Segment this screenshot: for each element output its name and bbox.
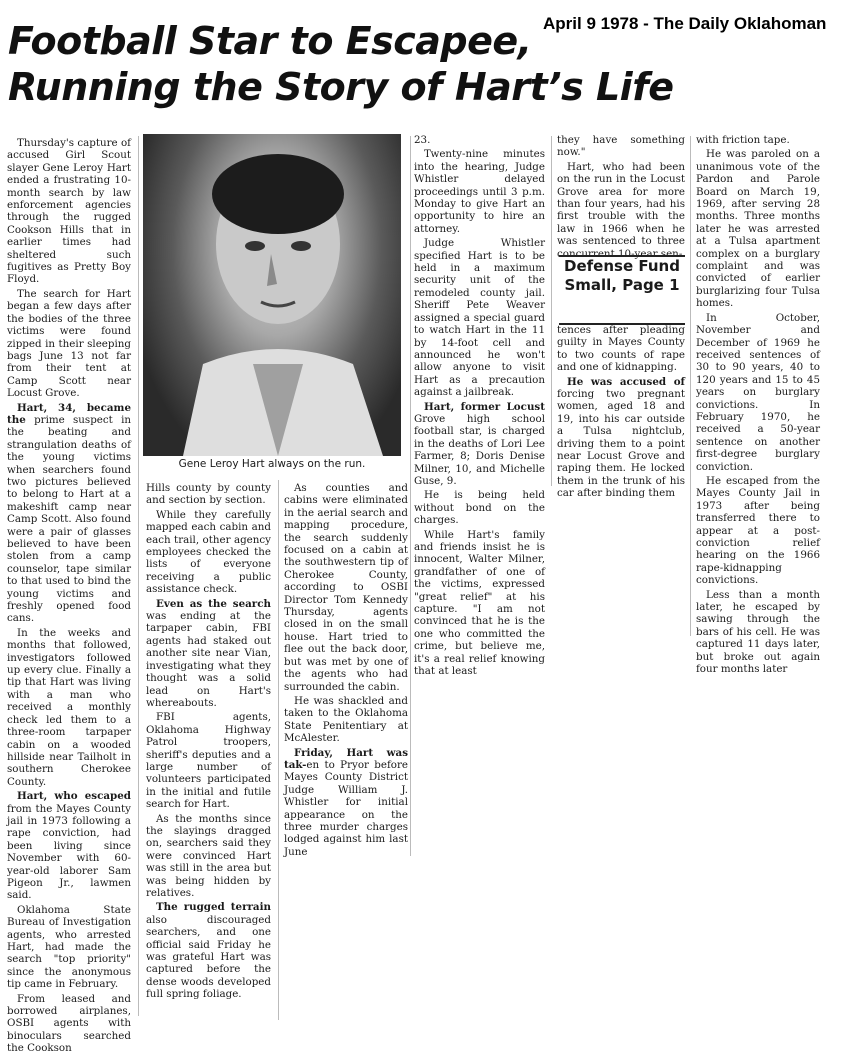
paragraph-text: they have something now." [557, 134, 685, 159]
paragraph-text: en to Pryor before Mayes County District Judge William J. Whistler for initial appearance on the three murder charges lodged against him last June [284, 758, 408, 858]
paragraph [7, 627, 131, 788]
paragraph [284, 482, 408, 693]
paragraph [7, 993, 131, 1055]
paragraph [146, 711, 271, 810]
paragraph [414, 489, 545, 526]
column-1 [7, 137, 131, 1057]
paragraph-text: Thursday's capture of accused Girl Scout slayer Gene Leroy Hart ended a frustrating 10-month search by law enforcement agencies through the rugged Cookson Hills that in earlier times had sheltered such fugitives as Pretty Boy Floyd. [7, 137, 131, 286]
column-3 [284, 482, 408, 860]
paragraph-lead: Hart, 34, became the [7, 401, 131, 426]
cross-reference-box [559, 255, 685, 325]
column-2 [146, 482, 271, 1003]
paragraph [146, 482, 271, 507]
column-6 [696, 134, 820, 677]
paragraph-text: Grove high school football star, is charged in the deaths of Lori Lee Farmer, 8; Doris Denise Milner, 10, and Michelle Guse, 9. [414, 412, 545, 487]
paragraph-text: Less than a month later, he escaped by sawing through the bars of his cell. He was captured 11 days later, but broke out again four months later [696, 588, 820, 676]
paragraph [146, 901, 271, 1000]
paragraph-text: From leased and borrowed airplanes, OSBI agents with binoculars searched the Cookson [7, 992, 131, 1055]
column-rule [138, 136, 139, 1016]
paragraph [414, 134, 545, 146]
paragraph [414, 237, 545, 398]
paragraph-text: Hart, who had been on the run in the Locust Grove area for more than four years, had his first trouble with the law in 1966 when he was sentenced to three concurrent 10-year sen- [557, 160, 685, 260]
paragraph-text: He is being held without bond on the charges. [414, 489, 545, 527]
portrait-photo [143, 134, 401, 456]
paragraph [146, 509, 271, 596]
paragraph-text: As the months since the slayings dragged on, searchers said they were convinced Hart was still in the area but was being hidden by relatives. [146, 812, 271, 899]
column-rule [410, 136, 411, 856]
cross-reference-line-2: Small, Page 1 [564, 276, 680, 294]
column-5-bottom [557, 324, 685, 502]
cross-reference-line-1: Defense Fund [564, 257, 680, 275]
paragraph [7, 790, 131, 902]
portrait-silhouette-icon [143, 134, 401, 456]
headline-line-2: Running the Story of Hart’s Life [8, 65, 674, 109]
paragraph-text: The search for Hart began a few days after the bodies of the three victims were found zipped in their sleeping bags June 13 not far from their tent at Camp Scott near Locust Grove. [7, 287, 131, 400]
paragraph-text: As counties and cabins were eliminated in the aerial search and mapping procedure, the search suddenly focused on a cabin at the southwestern tip of Cherokee County, according to OSBI Director Tom Kennedy Thursday, agents closed in on the small house. Hart tried to flee out the back door, but was met by one of the agents who had surrounded the cabin. [284, 482, 408, 693]
paragraph-text: While they carefully mapped each cabin and each trail, other agency employees checked the lists of everyone receiving a public assistance check. [146, 508, 271, 596]
paragraph-text: prime suspect in the beating and strangulation deaths of the young victims when searchers found two pictures believed to belong to Hart at a makeshift camp near Camp Scott. Also found were a pair of glasses believed to have been stolen from a camp counselor, tape similar to that used to bind the young victims and freshly opened food cans. [7, 413, 131, 625]
paragraph [146, 598, 271, 710]
paragraph [284, 747, 408, 859]
paragraph-text: Oklahoma State Bureau of Investigation agents, who arrested Hart, had made the search "top priority" since the anonymous tip came in February. [7, 903, 131, 991]
paragraph [7, 904, 131, 991]
paragraph [146, 813, 271, 900]
paragraph [414, 529, 545, 678]
paragraph-text: Twenty-nine minutes into the hearing, Judge Whistler delayed proceedings until 3 p.m. Monday to give Hart an opportunity to hire an attorney. [414, 148, 545, 235]
column-5-top [557, 134, 685, 262]
paragraph [7, 288, 131, 400]
paragraph-lead: Even as the search [156, 597, 271, 610]
paragraph-text: He was shackled and taken to the Oklahoma State Penitentiary at McAlester. [284, 694, 408, 745]
paragraph-text: While Hart's family and friends insist he is innocent, Walter Milner, grandfather of one of the victims, expressed "great relief" at his capture. "I am not convinced that he is the one who committed the crime, but believe me, it's a real relief knowing that at least [414, 528, 545, 678]
paragraph-text: also discouraged searchers, and one official said Friday he was grateful Hart was captured before the dense woods developed full spring foliage. [146, 913, 271, 1001]
paragraph-lead: The rugged terrain [156, 901, 271, 914]
paragraph-text: He was paroled on a unanimous vote of the Pardon and Parole Board on March 19, 1969, after serving 28 months. Three months later he was arrested at a Tulsa apartment complex on a burglary complaint and was convicted of earlier burglarizing four Tulsa homes. [696, 148, 820, 310]
paragraph [284, 695, 408, 745]
paragraph-text: with friction tape. [696, 134, 790, 146]
paragraph-text: forcing two pregnant women, aged 18 and 19, into his car outside a Tulsa nightclub, driving them to a point near Locust Grove and raping them. He locked them in the trunk of his car after binding them [557, 388, 685, 500]
paragraph [7, 137, 131, 286]
paragraph [557, 324, 685, 374]
paragraph [557, 376, 685, 500]
column-rule [278, 480, 279, 1020]
date-source-stamp: April 9 1978 - The Daily Oklahoman [543, 14, 827, 33]
paragraph-text: from the Mayes County jail in 1973 following a rape conviction, had been living since November with 60-year-old laborer Sam Pigeon Jr., lawmen said. [7, 802, 131, 902]
paragraph [557, 134, 685, 159]
paragraph-text: He escaped from the Mayes County Jail in 1973 after being transferred there to appear at a post-conviction relief hearing on the 1966 rape-kidnapping convictions. [696, 474, 820, 587]
paragraph [7, 402, 131, 625]
paragraph-text: tences after pleading guilty in Mayes County to two counts of rape and one of kidnapping. [557, 324, 685, 374]
paragraph-text: Hills county by county and section by section. [146, 482, 271, 507]
paragraph-lead: Hart, former Locust [424, 400, 545, 413]
photo-caption: Gene Leroy Hart always on the run. [178, 458, 366, 470]
paragraph-text: Judge Whistler specified Hart is to be held in a maximum security unit of the remodeled county jail. Sheriff Pete Weaver assigned a special guard to watch Hart in the 11 by 14-foot cell and announced he won't allow anyone to visit Hart as a precaution against a jailbreak. [414, 237, 545, 399]
paragraph-text: In the weeks and months that followed, investigators followed up every clue. Finally a tip that Hart was living with a man who received a monthly check led them to a three-room tarpaper cabin on a wooded hillside near Tailholt in southern Cherokee County. [7, 626, 131, 788]
paragraph-text: 23. [414, 134, 431, 146]
paragraph-text: In October, November and December of 1969 he received sentences of 30 to 90 years, 40 to 120 years and 15 to 45 years on burglary convictions. In February 1970, he received a 50-year sentence on another first-degree burglary conviction. [696, 311, 820, 473]
column-rule [551, 136, 552, 486]
paragraph [414, 401, 545, 488]
paragraph-lead: Hart, who escaped [17, 790, 131, 803]
paragraph-text: was ending at the tarpaper cabin, FBI agents had staked out another site near Vian, investigating what they thought was a solid lead on Hart's whereabouts. [146, 610, 271, 709]
paragraph [557, 161, 685, 260]
headline-line-1: Football Star to Escapee, [8, 19, 532, 63]
paragraph-lead: Friday, Hart was tak- [284, 746, 408, 771]
paragraph [696, 148, 820, 309]
paragraph [696, 134, 820, 146]
paragraph [696, 312, 820, 473]
paragraph-text: FBI agents, Oklahoma Highway Patrol troopers, sheriff's deputies and a large number of volunteers participated in the initial and futile search for Hart. [146, 711, 271, 811]
paragraph [696, 589, 820, 676]
column-rule [690, 136, 691, 636]
paragraph [414, 148, 545, 235]
paragraph-lead: He was accused of [567, 375, 685, 388]
column-4 [414, 134, 545, 679]
paragraph [696, 475, 820, 587]
